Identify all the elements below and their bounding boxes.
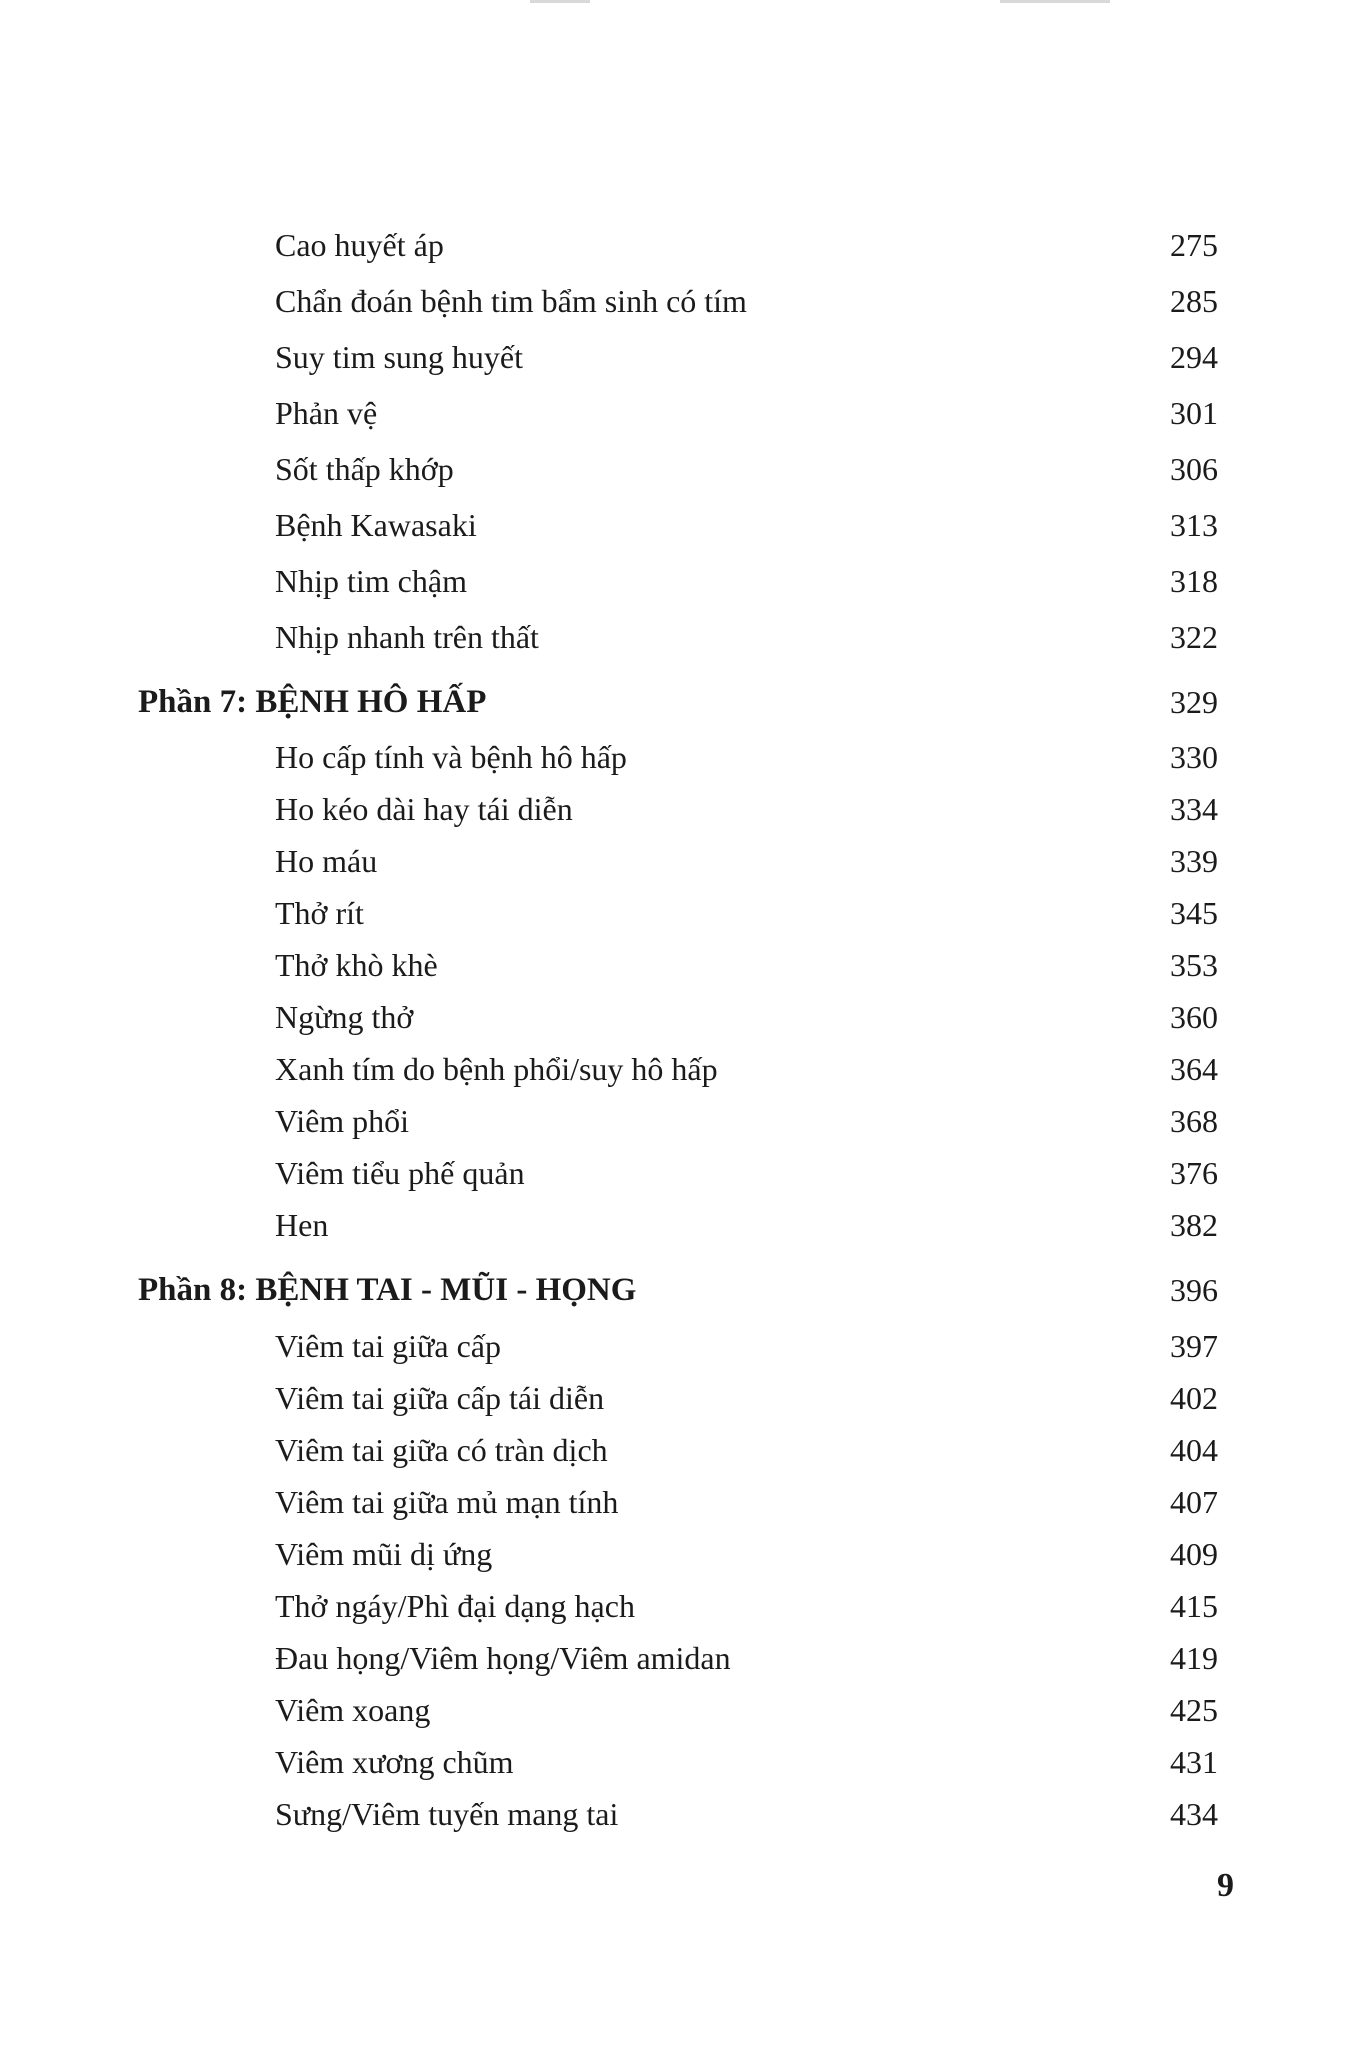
section-title: Phần 8: BỆNH TAI - MŨI - HỌNG [138,1272,637,1308]
toc-entry-title: Sưng/Viêm tuyến mang tai [275,1796,619,1832]
toc-entry-title: Ho cấp tính và bệnh hô hấp [275,739,627,775]
toc-entry-page: 434 [1170,1796,1218,1832]
toc-entry-page: 353 [1170,947,1218,983]
toc-entry-page: 285 [1170,283,1218,319]
toc-entry [0,941,1356,989]
toc-entry [0,1045,1356,1093]
toc-entry-page: 322 [1170,619,1218,655]
toc-entry-title: Viêm tai giữa có tràn dịch [275,1432,608,1468]
toc-entry-page: 360 [1170,999,1218,1035]
toc-entry-title: Sốt thấp khớp [275,451,454,487]
toc-entry-title: Ngừng thở [275,999,414,1035]
toc-entry-page: 306 [1170,451,1218,487]
toc-entry [0,221,1356,269]
toc-entry [0,837,1356,885]
toc-entry-title: Bệnh Kawasaki [275,507,477,543]
toc-entry-page: 368 [1170,1103,1218,1139]
toc-entry-title: Viêm mũi dị ứng [275,1536,493,1572]
toc-entry-page: 364 [1170,1051,1218,1087]
toc-entry-title: Viêm phổi [275,1103,410,1139]
page-number: 9 [1217,1867,1234,1904]
toc-entry-title: Cao huyết áp [275,227,444,263]
toc-entry-title: Thở khò khè [275,947,438,983]
toc-entry-title: Viêm xoang [275,1692,431,1728]
toc-entry-page: 419 [1170,1640,1218,1676]
toc-entry-title: Thở ngáy/Phì đại dạng hạch [275,1588,635,1624]
toc-entry [0,1426,1356,1474]
toc-entry-page: 294 [1170,339,1218,375]
toc-entry-title: Chẩn đoán bệnh tim bẩm sinh có tím [275,283,747,319]
section-title: Phần 7: BỆNH HÔ HẤP [138,684,487,720]
toc-entry [0,1790,1356,1838]
toc-entry [0,1686,1356,1734]
toc-entry [0,557,1356,605]
toc-entry-page: 301 [1170,395,1218,431]
toc-entry-page: 425 [1170,1692,1218,1728]
toc-entry-title: Phản vệ [275,395,378,431]
toc-entry [0,1322,1356,1370]
toc-entry-page: 404 [1170,1432,1218,1468]
toc-entry [0,1582,1356,1630]
toc-entry-page: 397 [1170,1328,1218,1364]
toc-entry-title: Thở rít [275,895,364,931]
toc-entry-title: Viêm tiểu phế quản [275,1155,525,1191]
toc-entry-title: Xanh tím do bệnh phổi/suy hô hấp [275,1051,718,1087]
toc-entry [0,1530,1356,1578]
toc-entry [0,1634,1356,1682]
toc-entry-page: 402 [1170,1380,1218,1416]
toc-entry-page: 407 [1170,1484,1218,1520]
toc-entry-title: Viêm tai giữa cấp tái diễn [275,1380,605,1416]
toc-entry [0,277,1356,325]
toc-entry-title: Suy tim sung huyết [275,339,524,375]
toc-entry [0,993,1356,1041]
section-page: 329 [1170,684,1218,720]
toc-entry [0,889,1356,937]
toc-section-heading [0,678,1356,726]
toc-entry [0,733,1356,781]
toc-entry [0,1097,1356,1145]
toc-entry-page: 339 [1170,843,1218,879]
scan-artifact [1000,0,1110,3]
toc-entry-title: Nhịp nhanh trên thất [275,619,539,655]
toc-entry-title: Viêm tai giữa cấp [275,1328,501,1364]
toc-entry-page: 409 [1170,1536,1218,1572]
toc-entry-title: Đau họng/Viêm họng/Viêm amidan [275,1640,731,1676]
toc-entry [0,1374,1356,1422]
toc-entry [0,501,1356,549]
toc-entry-page: 330 [1170,739,1218,775]
toc-entry-title: Viêm xương chũm [275,1744,514,1780]
toc-entry-page: 382 [1170,1207,1218,1243]
scan-artifact [530,0,590,3]
toc-entry [0,785,1356,833]
toc-entry-page: 313 [1170,507,1218,543]
toc-entry [0,1201,1356,1249]
toc-entry [0,613,1356,661]
toc-entry-title: Ho máu [275,843,378,879]
toc-entry [0,1738,1356,1786]
toc-entry-page: 275 [1170,227,1218,263]
toc-entry [0,1149,1356,1197]
toc-entry [0,389,1356,437]
toc-entry-page: 334 [1170,791,1218,827]
toc-entry-page: 318 [1170,563,1218,599]
toc-entry-title: Ho kéo dài hay tái diễn [275,791,573,827]
toc-entry [0,333,1356,381]
toc-entry-page: 415 [1170,1588,1218,1624]
toc-section-heading [0,1266,1356,1314]
toc-entry [0,445,1356,493]
toc-entry-title: Nhịp tim chậm [275,563,467,599]
toc-entry-title: Hen [275,1207,329,1243]
toc-entry-page: 376 [1170,1155,1218,1191]
toc-entry-page: 345 [1170,895,1218,931]
toc-entry [0,1478,1356,1526]
section-page: 396 [1170,1272,1218,1308]
toc-entry-page: 431 [1170,1744,1218,1780]
toc-entry-title: Viêm tai giữa mủ mạn tính [275,1484,619,1520]
